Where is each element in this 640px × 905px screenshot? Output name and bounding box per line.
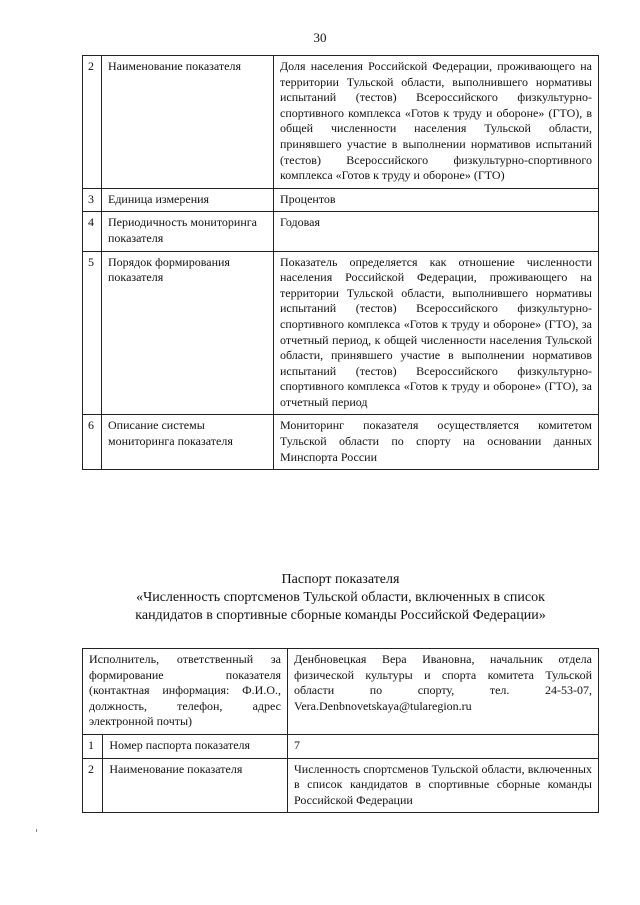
row-label: Наименование показателя [102, 56, 274, 189]
row-number: 3 [83, 188, 102, 212]
row-label: Описание системы мониторинга показателя [102, 415, 274, 470]
table-row [83, 415, 599, 470]
row-value: Мониторинг показателя осуществляется комитетом Тульской области по спорту на основании данных Минспорта России [274, 415, 599, 470]
row-number: 5 [83, 251, 102, 415]
row-value: Показатель определяется как отношение численности населения Российской Федерации, проживающего на территории Тульской области, выполнившего нормативы испытаний (тестов) Всероссийского физкультурно-спортивного комплекса «Готов к труду и обороне» (ГТО), за отчетный период, к общей численности населения Тульской области, принявшего участие в выполнении нормативов испытаний (тестов) Всероссийского физкультурно-спортивного комплекса «Готов к труду и обороне» (ГТО), за отчетный период [274, 251, 599, 415]
row-label: Номер паспорта показателя [103, 734, 288, 758]
row-number: 2 [83, 758, 103, 813]
indicator-table [82, 55, 599, 470]
executor-value: Денбновецкая Вера Ивановна, начальник отдела физической культуры и спорта комитета Тульской области по спорту, тел. 24-53-07, Vera.Denbnovetskaya@tularegion.ru [288, 649, 599, 735]
passport-heading [82, 571, 599, 625]
row-number: 2 [83, 56, 102, 189]
table-row [83, 758, 599, 813]
table-row [83, 188, 599, 212]
table-row [83, 251, 599, 415]
page-number: 30 [313, 30, 327, 45]
passport-table [82, 648, 599, 813]
row-value: 7 [288, 734, 599, 758]
row-number: 4 [83, 212, 102, 251]
table-row [83, 212, 599, 251]
row-label: Периодичность мониторинга показателя [102, 212, 274, 251]
passport-title: Паспорт показателя [281, 572, 400, 587]
row-number: 6 [83, 415, 102, 470]
row-label: Наименование показателя [103, 758, 288, 813]
row-value: Доля населения Российской Федерации, проживающего на территории Тульской области, выполнившего нормативы испытаний (тестов) Всероссийского физкультурно-спортивного комплекса «Готов к труду и обороне» (ГТО), в общей численности населения Тульской области, принявшего участие в выполнении нормативов испытаний (тестов) Всероссийского физкультурно-спортивного комплекса «Готов к труду и обороне» (ГТО) [274, 56, 599, 189]
passport-subtitle-line1: «Численность спортсменов Тульской области, включенных в список [136, 590, 545, 605]
margin-mark [36, 829, 37, 832]
table-row [83, 56, 599, 189]
row-number: 1 [83, 734, 103, 758]
passport-subtitle-line2: кандидатов в спортивные сборные команды Российской Федерации» [135, 608, 546, 623]
row-label: Порядок формирования показателя [102, 251, 274, 415]
table-row [83, 734, 599, 758]
row-value: Годовая [274, 212, 599, 251]
row-value: Численность спортсменов Тульской области, включенных в список кандидатов в спортивные сборные команды Российской Федерации [288, 758, 599, 813]
executor-label: Исполнитель, ответственный за формирование показателя (контактная информация: Ф.И.О., должность, телефон, адрес электронной почты) [83, 649, 288, 735]
row-value: Процентов [274, 188, 599, 212]
executor-row [83, 649, 599, 735]
row-label: Единица измерения [102, 188, 274, 212]
